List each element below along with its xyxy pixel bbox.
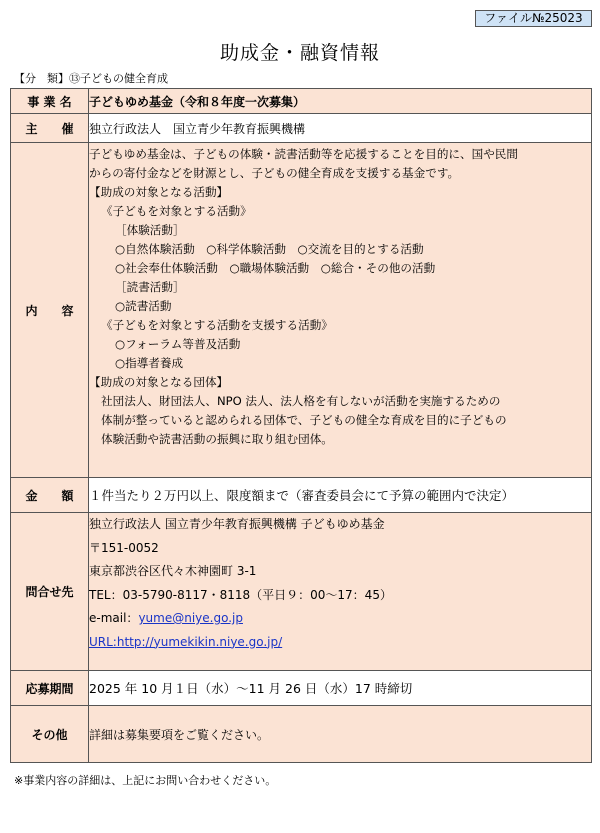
row-period: [11, 671, 592, 706]
contact-label: 問合せ先: [11, 513, 89, 671]
contact-org: 独立行政法人 国立青少年教育振興機構 子どもゆめ基金: [89, 517, 385, 531]
category-label: 【分 類】⑬子どもの健全育成: [14, 72, 168, 85]
amount-label: 金 額: [11, 478, 89, 513]
contact-email-row: [89, 607, 591, 631]
content-label: 内 容: [11, 143, 89, 478]
other-label: その他: [11, 706, 89, 763]
organizer-label: 主 催: [11, 114, 89, 143]
other-value: 詳細は募集要項をご覧ください。: [89, 706, 592, 763]
content-value: [89, 143, 592, 478]
footnote: ※事業内容の詳細は、上記にお問い合わせください。: [14, 774, 277, 787]
content-eligibility-line: 体制が整っていると認められる団体で、子どもの健全な育成を目的に子どもの: [101, 413, 507, 427]
contact-phone: TEL：03-5790-8117・8118（平日９：00～17：45）: [89, 587, 392, 602]
content-item: ○指導者養成: [115, 356, 184, 370]
contact-postal: 〒151-0052: [89, 540, 159, 555]
contact-value: [89, 513, 592, 671]
content-item: ○社会奉仕体験活動 ○職場体験活動 ○総合・その他の活動: [115, 261, 436, 275]
content-heading: 【助成の対象となる団体】: [89, 375, 229, 389]
period-label: 応募期間: [11, 671, 89, 706]
business-name-label: 事 業 名: [11, 89, 89, 114]
row-content: [11, 143, 592, 478]
row-organizer: [11, 114, 592, 143]
content-eligibility-line: 体験活動や読書活動の振興に取り組む団体。: [101, 432, 333, 446]
amount-value: １件当たり２万円以上、限度額まで（審査委員会にて予算の範囲内で決定）: [89, 478, 592, 513]
content-eligibility-line: 社団法人、財団法人、NPO 法人、法人格を有しないが活動を実施するための: [101, 394, 501, 408]
row-business-name: [11, 89, 592, 114]
content-subheading: 《子どもを対象とする活動》: [101, 204, 252, 218]
page-title: 助成金・融資情報: [219, 42, 380, 64]
period-value: 2025 年 10 月１日（水）～11 月 26 日（水）17 時締切: [89, 671, 592, 706]
email-link[interactable]: yume@niye.go.jp: [138, 611, 243, 625]
content-item: ○自然体験活動 ○科学体験活動 ○交流を目的とする活動: [115, 242, 424, 256]
content-subheading: 《子どもを対象とする活動を支援する活動》: [101, 318, 333, 332]
content-intro-line: からの寄付金などを財源とし、子どもの健全育成を支援する基金です。: [89, 166, 460, 180]
row-amount: [11, 478, 592, 513]
email-label: e-mail：: [89, 611, 139, 625]
file-number-badge: ファイル№25023: [475, 10, 592, 27]
content-heading: 【助成の対象となる活動】: [89, 185, 229, 199]
row-other: [11, 706, 592, 763]
info-table: [10, 88, 592, 763]
contact-address: 東京都渋谷区代々木神園町 3-1: [89, 564, 257, 578]
content-item: ○読書活動: [115, 299, 172, 313]
content-category: ［体験活動］: [115, 223, 185, 237]
content-intro-line: 子どもゆめ基金は、子どもの体験・読書活動等を応援することを目的に、国や民間: [89, 147, 518, 161]
content-item: ○フォーラム等普及活動: [115, 337, 241, 351]
row-contact: [11, 513, 592, 671]
business-name-value: 子どもゆめ基金（令和８年度一次募集）: [89, 89, 592, 114]
organizer-value: 独立行政法人 国立青少年教育振興機構: [89, 114, 592, 143]
website-link[interactable]: URL:http://yumekikin.niye.go.jp/: [89, 634, 283, 649]
content-category: ［読書活動］: [115, 280, 185, 294]
